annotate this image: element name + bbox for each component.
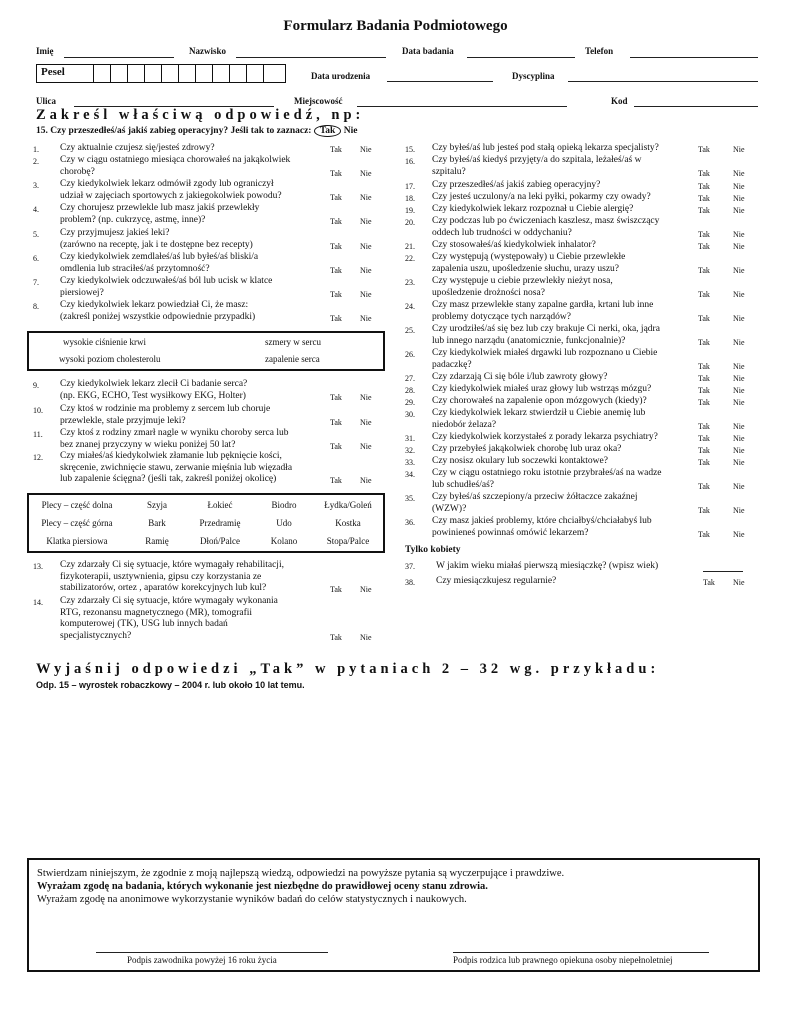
women-heading: Tylko kobiety xyxy=(405,545,461,555)
answer-nie[interactable]: Nie xyxy=(360,289,372,299)
answer-tak[interactable]: Tak xyxy=(698,182,710,191)
question-text: Czy zdarzały Ci się sytuacje, które wymagały wykonania xyxy=(60,596,278,606)
page-title: Formularz Badania Podmiotowego xyxy=(283,18,508,34)
question-number: 1. xyxy=(33,145,39,154)
question-text: Czy kiedykolwiek lekarz stwierdził u Ciebie anemię lub xyxy=(432,408,646,418)
question-text: (zarówno na receptę, jak i te dostępne bez recepty) xyxy=(60,239,253,250)
question-number: 18. xyxy=(405,194,415,203)
question-text: Czy występują (występowały) u Ciebie przewlekłe xyxy=(432,252,626,262)
question-text: omdlenia lub straciłeś/aś przytomność? xyxy=(60,263,210,274)
answer-tak[interactable]: Tak xyxy=(330,585,342,594)
body-region-option[interactable]: Szyja xyxy=(147,500,167,510)
answer-nie[interactable]: Nie xyxy=(733,458,745,467)
question-number: 31. xyxy=(405,434,415,443)
answer-nie[interactable]: Nie xyxy=(733,421,745,431)
answer-tak[interactable]: Tak xyxy=(698,421,710,431)
answer-nie[interactable]: Nie xyxy=(733,434,745,443)
question-text: niedobór żelaza? xyxy=(432,419,497,430)
answer-tak[interactable]: Tak xyxy=(330,241,342,251)
question-number: 6. xyxy=(33,254,39,263)
question-text: udział w zajęciach sportowych z jakiegokolwiek powodu? xyxy=(60,190,282,201)
answer-nie[interactable]: Nie xyxy=(733,289,745,299)
heart-option[interactable]: szmery w sercu xyxy=(265,337,321,347)
instruction-heading: Zakreśl właściwą odpowiedź, np: xyxy=(36,107,365,123)
answer-nie[interactable]: Nie xyxy=(360,168,372,178)
question-number: 16. xyxy=(405,157,415,166)
answer-tak[interactable]: Tak xyxy=(698,265,710,275)
question-text: Czy zdarzały Ci się sytuacje, które wymagały rehabilitacji, xyxy=(60,560,284,570)
question-text: skręcenie, zwichnięcie stawu, zerwanie mięśnia lub więzadła xyxy=(60,462,293,473)
consent-line-1: Stwierdzam niniejszym, że zgodnie z moją najlepszą wiedzą, odpowiedzi na powyższe pytania są wyczerpujące i prawdziwe. xyxy=(37,868,565,879)
question-text: Czy jesteś uczulony/a na leki pyłki, pokarmy czy owady? xyxy=(432,192,651,202)
answer-tak[interactable]: Tak xyxy=(698,361,710,371)
body-region-option[interactable]: Stopa/Palce xyxy=(326,536,370,546)
question-text: Czy kiedykolwiek miałeś drgawki lub rozpoznano u Ciebie xyxy=(432,348,658,358)
answer-tak[interactable]: Tak xyxy=(698,529,710,539)
question-number: 7. xyxy=(33,278,39,287)
consent-box xyxy=(27,858,760,972)
answer-nie[interactable]: Nie xyxy=(733,505,745,515)
question-text: (zakreśl poniżej wszystkie odpowiednie przypadki) xyxy=(60,311,256,322)
question-number: 13. xyxy=(33,562,43,571)
question-number: 19. xyxy=(405,206,415,215)
question-text: lub schudłeś/aś? xyxy=(432,479,495,490)
answer-nie[interactable]: Nie xyxy=(360,476,372,485)
miejscowosc-field[interactable] xyxy=(357,106,567,107)
answer-tak[interactable]: Tak xyxy=(698,374,710,383)
answer-tak[interactable]: Tak xyxy=(698,229,710,239)
imie-field[interactable] xyxy=(64,57,174,58)
question-number: 25. xyxy=(405,326,415,335)
question-number: 9. xyxy=(33,381,39,390)
question-number: 29. xyxy=(405,398,415,407)
question-text: Czy kiedykolwiek korzystałeś z porady lekarza psychiatry? xyxy=(432,432,658,442)
answer-tak[interactable]: Tak xyxy=(698,458,710,467)
question-text: Czy przyjmujesz jakieś leki? xyxy=(60,228,170,238)
question-number: 4. xyxy=(33,205,39,214)
explain-answer-area[interactable] xyxy=(36,696,758,856)
answer-nie[interactable]: Nie xyxy=(360,417,372,427)
question-text: Czy chorujesz przewlekle lub masz jakiś przewlekły xyxy=(60,203,260,213)
answer-nie[interactable]: Nie xyxy=(733,529,745,539)
question-number: 10. xyxy=(33,406,43,415)
answer-tak[interactable]: Tak xyxy=(698,289,710,299)
question-text: szpitalu? xyxy=(432,166,466,177)
question-text: przewlekle, stale przyjmuje leki? xyxy=(60,415,186,426)
question-number: 15. xyxy=(405,145,415,154)
question-text: Czy stosowałeś/aś kiedykolwiek inhalator? xyxy=(432,240,596,250)
question-text: zapalenia uszu, upośledzenie słuchu, urazy uszu? xyxy=(432,263,620,274)
question-text: Czy przeszedłeś/aś jakiś zabieg operacyjny? xyxy=(432,180,601,190)
answer-nie[interactable]: Nie xyxy=(360,192,372,202)
data-badania-field[interactable] xyxy=(467,57,575,58)
answer-tak[interactable]: Tak xyxy=(330,216,342,226)
question-number: 22. xyxy=(405,254,415,263)
question-number: 8. xyxy=(33,302,39,311)
question-text: Czy urodziłeś/aś się bez lub czy brakuje Ci nerki, oka, jądra xyxy=(432,324,660,334)
body-region-option[interactable]: Dłoń/Palce xyxy=(200,536,240,546)
answer-tak[interactable]: Tak xyxy=(698,206,710,215)
answer-nie[interactable]: Nie xyxy=(733,242,745,251)
heart-conditions-box xyxy=(27,331,385,371)
answer-tak[interactable]: Tak xyxy=(330,313,342,323)
answer-tak[interactable]: Tak xyxy=(330,417,342,427)
kod-label: Kod xyxy=(611,96,628,106)
question-number: 36. xyxy=(405,518,415,527)
question-text: oddech lub trudności w oddychaniu? xyxy=(432,227,572,238)
explain-heading: Wyjaśnij odpowiedzi „Tak” w pytaniach 2 – 32 wg. przykładu: xyxy=(36,661,660,677)
example-nie: Nie xyxy=(343,126,358,136)
question-number: 11. xyxy=(33,430,43,439)
question-text: Czy chorowałeś na zapalenie opon mózgowych (kiedy)? xyxy=(432,396,647,406)
dyscyplina-label: Dyscyplina xyxy=(512,71,555,81)
heart-option[interactable]: wysokie ciśnienie krwi xyxy=(63,337,146,347)
answer-nie[interactable]: Nie xyxy=(733,481,745,491)
question-text: Czy byłeś/aś szczepiony/a przeciw żółtaczce zakaźnej xyxy=(432,492,638,502)
answer-nie[interactable]: Nie xyxy=(360,585,372,594)
consent-line-3: Wyrażam zgodę na anonimowe wykorzystanie wyników badań do celów statystycznych i naukowych. xyxy=(37,894,467,905)
question-text: Czy masz jakieś problemy, które chciałbyś/chciałabyś lub xyxy=(432,516,652,526)
question-text: powinieneś powinnaś omówić lekarzem? xyxy=(432,527,589,538)
question-text: problemy dotyczące tych narządów? xyxy=(432,311,572,322)
question-text: stabilizatorów, ortez , aparatów korekcyjnych lub kul? xyxy=(60,583,267,593)
example-tak-circled: Tak xyxy=(314,125,342,137)
pesel-cell xyxy=(195,65,211,82)
question-text: Czy kiedykolwiek lekarz zlecił Ci badanie serca? xyxy=(60,379,248,389)
question-number: 35. xyxy=(405,494,415,503)
question-text: (WZW)? xyxy=(432,503,467,514)
answer-nie[interactable]: Nie xyxy=(733,386,745,395)
answer-nie[interactable]: Nie xyxy=(360,392,372,402)
telefon-label: Telefon xyxy=(585,46,614,56)
question-text: RTG, rezonansu magnetycznego (MR), tomografii xyxy=(60,607,253,618)
dyscyplina-field[interactable] xyxy=(568,81,758,82)
body-region-option[interactable]: Plecy – część górna xyxy=(41,518,113,528)
nazwisko-label: Nazwisko xyxy=(189,46,227,56)
explain-example: Odp. 15 – wyrostek robaczkowy – 2004 r. lub około 10 lat temu. xyxy=(36,680,305,690)
question-text: lub zapalenie ścięgna? (jeśli tak, zakreśl poniżej okolicę) xyxy=(60,474,277,484)
answer-tak[interactable]: Tak xyxy=(698,505,710,515)
question-text: Czy kiedykolwiek lekarz odmówił zgody lub ograniczył xyxy=(60,179,274,189)
question-text: Czy kiedykolwiek odczuwałeś/aś ból lub ucisk w klatce xyxy=(60,276,273,286)
question-text: Czy występuje u ciebie przewlekły nieżyt nosa, xyxy=(432,276,613,286)
body-region-option[interactable]: Biodro xyxy=(271,500,297,510)
answer-nie[interactable]: Nie xyxy=(733,168,745,178)
answer-nie[interactable]: Nie xyxy=(360,632,372,642)
question-text: Czy w ciągu ostatniego roku istotnie przybrałeś/aś na wadze xyxy=(432,468,662,478)
answer-tak[interactable]: Tak xyxy=(698,242,710,251)
question-text: komputerowej (TK), USG lub innych badań xyxy=(60,619,228,629)
answer-tak[interactable]: Tak xyxy=(698,168,710,178)
answer-tak[interactable]: Tak xyxy=(330,632,342,642)
question-text: bez znanej przyczyny w wieku poniżej 50 lat? xyxy=(60,439,236,450)
question-text: upośledzenie drożności nosa? xyxy=(432,287,545,298)
answer-nie[interactable]: Nie xyxy=(733,361,745,371)
ulica-label: Ulica xyxy=(36,96,56,106)
question-text: Czy kiedykolwiek lekarz powiedział Ci, że masz: xyxy=(60,300,249,310)
age-field[interactable] xyxy=(703,571,743,572)
pesel-cell xyxy=(229,65,245,82)
question-number: 34. xyxy=(405,470,415,479)
answer-tak[interactable]: Tak xyxy=(330,265,342,275)
question-text: Czy kiedykolwiek lekarz rozpoznał u Ciebie alergię? xyxy=(432,204,634,214)
pesel-cell xyxy=(161,65,177,82)
question-number: 27. xyxy=(405,374,415,383)
pesel-field[interactable] xyxy=(36,64,286,83)
answer-nie[interactable]: Nie xyxy=(360,216,372,226)
question-number: 38. xyxy=(405,578,415,587)
question-number: 23. xyxy=(405,278,415,287)
question-text: Czy kiedykolwiek miałeś uraz głowy lub wstrząs mózgu? xyxy=(432,384,652,394)
question-text: specjalistycznych? xyxy=(60,630,132,641)
answer-nie[interactable]: Nie xyxy=(360,241,372,251)
body-region-option[interactable]: Przedramię xyxy=(199,518,241,528)
heart-option[interactable]: zapalenie serca xyxy=(265,354,320,364)
question-number: 5. xyxy=(33,230,39,239)
answer-tak[interactable]: Tak xyxy=(698,145,710,154)
kod-field[interactable] xyxy=(634,106,758,107)
answer-nie[interactable]: Nie xyxy=(733,145,745,154)
question-text: Czy ktoś z rodziny zmarł nagle w wyniku choroby serca lub xyxy=(60,428,289,438)
question-text: lub innego narządu (anatomicznie, funkcjonalnie)? xyxy=(432,335,626,346)
question-text: Czy kiedykolwiek zemdlałeś/aś lub byłeś/aś bliski/a xyxy=(60,252,259,262)
body-region-option[interactable]: Kolano xyxy=(270,536,298,546)
example-question: 15. Czy przeszedłeś/aś jakiś zabieg operacyjny? Jeśli tak to zaznacz: xyxy=(36,126,312,136)
answer-tak[interactable]: Tak xyxy=(330,145,342,154)
question-text: piersiowej? xyxy=(60,287,104,298)
question-number: 37. xyxy=(405,562,415,571)
question-text: Czy miałeś/aś kiedykolwiek złamanie lub pęknięcie kości, xyxy=(60,451,282,461)
question-text: Czy byłeś/aś lub jesteś pod stałą opieką lekarza specjalisty? xyxy=(432,143,659,153)
answer-tak[interactable]: Tak xyxy=(698,481,710,491)
question-text: padaczkę? xyxy=(432,359,472,370)
body-region-option[interactable]: Bark xyxy=(148,518,166,528)
body-region-option[interactable]: Łokieć xyxy=(207,500,233,510)
pesel-cell xyxy=(246,65,262,82)
question-number: 17. xyxy=(405,182,415,191)
question-text: fizykoterapii, usztywnienia, gipsu czy korzystania ze xyxy=(60,571,262,582)
answer-nie[interactable]: Nie xyxy=(733,229,745,239)
question-text: problem? (np. cukrzycę, astmę, inne)? xyxy=(60,214,206,225)
question-text: Czy masz przewlekłe stany zapalne gardła, krtani lub inne xyxy=(432,300,654,310)
answer-tak[interactable]: Tak xyxy=(330,392,342,402)
question-number: 32. xyxy=(405,446,415,455)
question-number: 33. xyxy=(405,458,415,467)
nazwisko-field[interactable] xyxy=(236,57,386,58)
answer-nie[interactable]: Nie xyxy=(733,206,745,215)
question-number: 21. xyxy=(405,242,415,251)
body-region-option[interactable]: Klatka piersiowa xyxy=(46,536,108,546)
answer-tak[interactable]: Tak xyxy=(330,192,342,202)
answer-tak[interactable]: Tak xyxy=(698,313,710,323)
question-number: 3. xyxy=(33,181,39,190)
answer-nie[interactable]: Nie xyxy=(733,578,745,587)
answer-nie[interactable]: Nie xyxy=(733,446,745,455)
pesel-cell xyxy=(144,65,160,82)
body-region-option[interactable]: Ramię xyxy=(145,536,169,546)
telefon-field[interactable] xyxy=(630,57,758,58)
question-number: 20. xyxy=(405,218,415,227)
body-region-option[interactable]: Plecy – część dolna xyxy=(41,500,113,510)
answer-nie[interactable]: Nie xyxy=(360,441,372,451)
question-number: 26. xyxy=(405,350,415,359)
data-badania-label: Data badania xyxy=(402,46,454,56)
answer-nie[interactable]: Nie xyxy=(360,313,372,323)
answer-nie[interactable]: Nie xyxy=(360,265,372,275)
pesel-cell xyxy=(127,65,143,82)
answer-nie[interactable]: Nie xyxy=(360,145,372,154)
question-number: 14. xyxy=(33,598,43,607)
question-number: 28. xyxy=(405,386,415,395)
question-number: 24. xyxy=(405,302,415,311)
question-text: Czy w ciągu ostatniego miesiąca chorowałeś na jakąkolwiek xyxy=(60,155,291,165)
answer-nie[interactable]: Nie xyxy=(733,265,745,275)
question-text: Czy zdarzają Ci się bóle i/lub zawroty głowy? xyxy=(432,372,608,382)
answer-tak[interactable]: Tak xyxy=(698,446,710,455)
question-text: Czy aktualnie czujesz się/jesteś zdrowy? xyxy=(60,143,215,153)
question-text: (np. EKG, ECHO, Test wysiłkowy EKG, Holter) xyxy=(60,390,246,401)
imie-label: Imię xyxy=(36,46,54,56)
answer-nie[interactable]: Nie xyxy=(733,337,745,347)
answer-tak[interactable]: Tak xyxy=(698,398,710,407)
answer-tak[interactable]: Tak xyxy=(330,289,342,299)
answer-nie[interactable]: Nie xyxy=(733,194,745,203)
data-urodzenia-field[interactable] xyxy=(387,81,493,82)
athlete-signature-line[interactable] xyxy=(96,952,328,953)
body-region-option[interactable]: Udo xyxy=(276,518,292,528)
answer-nie[interactable]: Nie xyxy=(733,313,745,323)
body-region-option[interactable]: Kostka xyxy=(335,518,361,528)
question-text: Czy nosisz okulary lub soczewki kontaktowe? xyxy=(432,456,608,466)
answer-nie[interactable]: Nie xyxy=(733,374,745,383)
answer-tak[interactable]: Tak xyxy=(698,194,710,203)
body-region-option[interactable]: Łydka/Goleń xyxy=(324,500,372,510)
athlete-signature-label: Podpis zawodnika powyżej 16 roku życia xyxy=(127,955,277,965)
question-text: Czy ktoś w rodzinie ma problemy z sercem lub choruje xyxy=(60,404,271,414)
question-number: 12. xyxy=(33,453,43,462)
pesel-label: Pesel xyxy=(41,66,65,78)
pesel-cell xyxy=(178,65,194,82)
guardian-signature-line[interactable] xyxy=(453,952,709,953)
question-number: 30. xyxy=(405,410,415,419)
consent-line-2: Wyrażam zgodę na badania, których wykonanie jest niezbędne do prawidłowej oceny stanu zdrowia. xyxy=(37,881,488,892)
question-text: Czy przebyłeś jakąkolwiek chorobę lub uraz oka? xyxy=(432,444,622,454)
question-text: Czy podczas lub po ćwiczeniach kaszlesz, masz świszczący xyxy=(432,216,660,226)
answer-nie[interactable]: Nie xyxy=(733,182,745,191)
heart-option[interactable]: wysoki poziom cholesterolu xyxy=(59,354,161,364)
question-text: Czy byłeś/aś kiedyś przyjęty/a do szpitala, leżałeś/aś w xyxy=(432,155,642,165)
question-text: Czy miesiączkujesz regularnie? xyxy=(436,576,557,586)
answer-nie[interactable]: Nie xyxy=(733,398,745,407)
data-urodzenia-label: Data urodzenia xyxy=(311,71,371,81)
pesel-cell xyxy=(263,65,279,82)
answer-tak[interactable]: Tak xyxy=(698,434,710,443)
answer-tak[interactable]: Tak xyxy=(698,337,710,347)
answer-tak[interactable]: Tak xyxy=(703,578,715,587)
answer-tak[interactable]: Tak xyxy=(330,168,342,178)
question-text: W jakim wieku miałaś pierwszą miesiączkę? (wpisz wiek) xyxy=(436,561,659,571)
guardian-signature-label: Podpis rodzica lub prawnego opiekuna osoby niepełnoletniej xyxy=(453,955,673,965)
answer-tak[interactable]: Tak xyxy=(330,476,342,485)
example-line xyxy=(36,125,357,137)
miejscowosc-label: Miejscowość xyxy=(294,96,343,106)
pesel-cell xyxy=(110,65,126,82)
question-text: chorobę? xyxy=(60,166,95,177)
pesel-cell xyxy=(93,65,109,82)
answer-tak[interactable]: Tak xyxy=(698,386,710,395)
answer-tak[interactable]: Tak xyxy=(330,441,342,451)
pesel-cell xyxy=(212,65,228,82)
question-number: 2. xyxy=(33,157,39,166)
